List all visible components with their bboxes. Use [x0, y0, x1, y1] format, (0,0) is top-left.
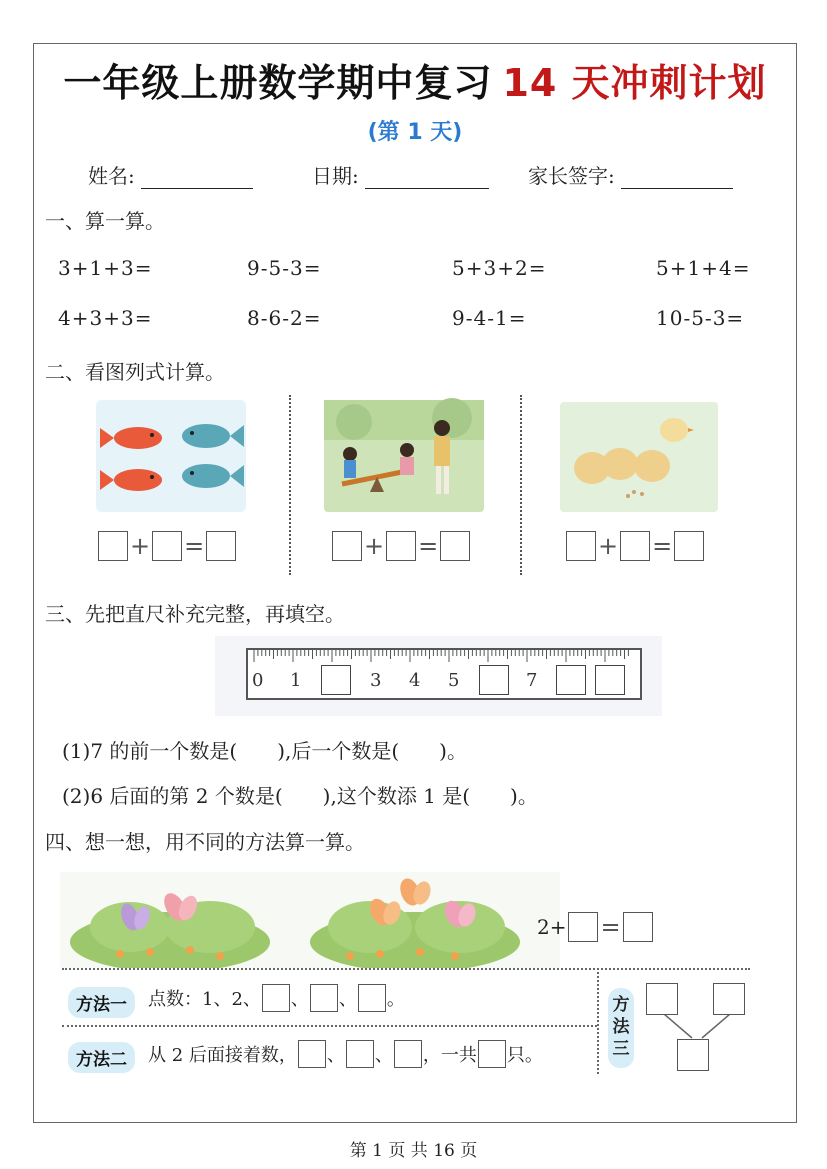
- section-1-heading: 一、算一算。: [45, 209, 165, 233]
- method-2-tag: 方法二: [68, 1042, 135, 1073]
- question-2: (2)6 后面的第 2 个数是( ),这个数添 1 是( )。: [62, 784, 538, 808]
- split-box-total[interactable]: [677, 1039, 709, 1071]
- method-1-tag: 方法一: [68, 987, 135, 1018]
- calc-item: 9-5-3=: [247, 256, 322, 280]
- dotted-divider: [62, 1025, 597, 1027]
- plus-sign: +: [130, 532, 151, 560]
- panel-divider: [520, 395, 522, 575]
- calc-item: 9-4-1=: [452, 306, 527, 330]
- method-3-char: 三: [612, 1039, 630, 1059]
- title-main: 一年级上册数学期中复习: [63, 61, 493, 105]
- parent-sign-field[interactable]: [528, 160, 733, 189]
- answer-box[interactable]: [358, 984, 386, 1012]
- method-2-middle: ，一共: [422, 1045, 477, 1066]
- name-label: 姓名:: [88, 164, 135, 188]
- question-1: (1)7 的前一个数是( ),后一个数是( )。: [62, 739, 467, 763]
- parent-sign-blank[interactable]: [621, 163, 733, 189]
- butterfly-bushes-illustration: [60, 872, 560, 968]
- answer-box[interactable]: [98, 531, 128, 561]
- ruler-blank-box[interactable]: [321, 665, 351, 695]
- date-label: 日期:: [312, 164, 359, 188]
- method-3-char: 法: [612, 1017, 630, 1037]
- answer-box[interactable]: [566, 531, 596, 561]
- page-footer: 第 1 页 共 16 页: [349, 1141, 478, 1161]
- butterfly-equation: [537, 912, 653, 942]
- section-4-heading: 四、想一想，用不同的方法算一算。: [45, 830, 365, 854]
- ruler-blank-box[interactable]: [556, 665, 586, 695]
- equals-sign: =: [652, 532, 673, 560]
- split-box-left[interactable]: [646, 983, 678, 1015]
- ruler-number: 7: [526, 670, 538, 691]
- answer-box[interactable]: [568, 912, 598, 942]
- separator: 、: [374, 1045, 393, 1066]
- answer-box[interactable]: [310, 984, 338, 1012]
- answer-box[interactable]: [386, 531, 416, 561]
- day-subtitle: (第 1 天): [367, 120, 463, 145]
- ruler-number: 4: [409, 670, 421, 691]
- section-3-heading: 三、先把直尺补充完整，再填空。: [45, 602, 345, 626]
- equation-row-chicks: [566, 531, 704, 561]
- date-blank[interactable]: [365, 163, 489, 189]
- ruler-blank-box[interactable]: [479, 665, 509, 695]
- chick-icon: [602, 448, 638, 480]
- plus-sign: +: [598, 532, 619, 560]
- ruler-ticks: [248, 650, 640, 664]
- answer-box[interactable]: [478, 1040, 506, 1068]
- equals-sign: =: [418, 532, 439, 560]
- ruler-number: 0: [252, 670, 264, 691]
- method-3-tag: [608, 988, 634, 1068]
- ruler-number: 3: [370, 670, 382, 691]
- name-blank[interactable]: [141, 163, 253, 189]
- answer-box[interactable]: [298, 1040, 326, 1068]
- answer-box[interactable]: [674, 531, 704, 561]
- equation-row-fish: [98, 531, 236, 561]
- dotted-divider: [597, 968, 599, 1074]
- equals-sign: =: [600, 913, 621, 941]
- separator: 、: [326, 1045, 345, 1066]
- method-2-text: 从 2 后面接着数，: [148, 1045, 297, 1066]
- equals-sign: =: [184, 532, 205, 560]
- ruler-number: 1: [290, 670, 302, 691]
- method-3-char: 方: [612, 995, 630, 1015]
- answer-box[interactable]: [620, 531, 650, 561]
- method-2-end: 只。: [506, 1045, 543, 1066]
- answer-box[interactable]: [623, 912, 653, 942]
- calc-item: 8-6-2=: [247, 306, 322, 330]
- answer-box[interactable]: [152, 531, 182, 561]
- plus-sign: +: [364, 532, 385, 560]
- panel-divider: [289, 395, 291, 575]
- date-field[interactable]: [312, 160, 489, 189]
- page-title: [34, 52, 796, 107]
- calc-item: 3+1+3=: [58, 256, 153, 280]
- answer-box[interactable]: [346, 1040, 374, 1068]
- answer-box[interactable]: [206, 531, 236, 561]
- calc-item: 10-5-3=: [656, 306, 745, 330]
- equation-row-seesaw: [332, 531, 470, 561]
- calc-item: 4+3+3=: [58, 306, 153, 330]
- separator: 。: [386, 989, 405, 1010]
- method-1-line: [148, 984, 405, 1012]
- calc-item: 5+3+2=: [452, 256, 547, 280]
- ruler-number: 5: [448, 670, 460, 691]
- calc-item: 5+1+4=: [656, 256, 751, 280]
- separator: 、: [290, 989, 309, 1010]
- chick-icon: [634, 450, 670, 482]
- separator: 、: [338, 989, 357, 1010]
- answer-box[interactable]: [394, 1040, 422, 1068]
- answer-box[interactable]: [262, 984, 290, 1012]
- method-1-text: 点数：1、2、: [148, 989, 261, 1010]
- title-highlight: 14 天冲刺计划: [502, 61, 767, 105]
- equation-lead: 2+: [537, 915, 567, 939]
- answer-box[interactable]: [440, 531, 470, 561]
- section-2-heading: 二、看图列式计算。: [45, 360, 225, 384]
- answer-box[interactable]: [332, 531, 362, 561]
- name-field[interactable]: [88, 160, 253, 189]
- method-2-line: [148, 1040, 543, 1068]
- dotted-divider: [62, 968, 750, 970]
- ruler-blank-box[interactable]: [595, 665, 625, 695]
- split-box-right[interactable]: [713, 983, 745, 1015]
- parent-sign-label: 家长签字:: [528, 164, 615, 188]
